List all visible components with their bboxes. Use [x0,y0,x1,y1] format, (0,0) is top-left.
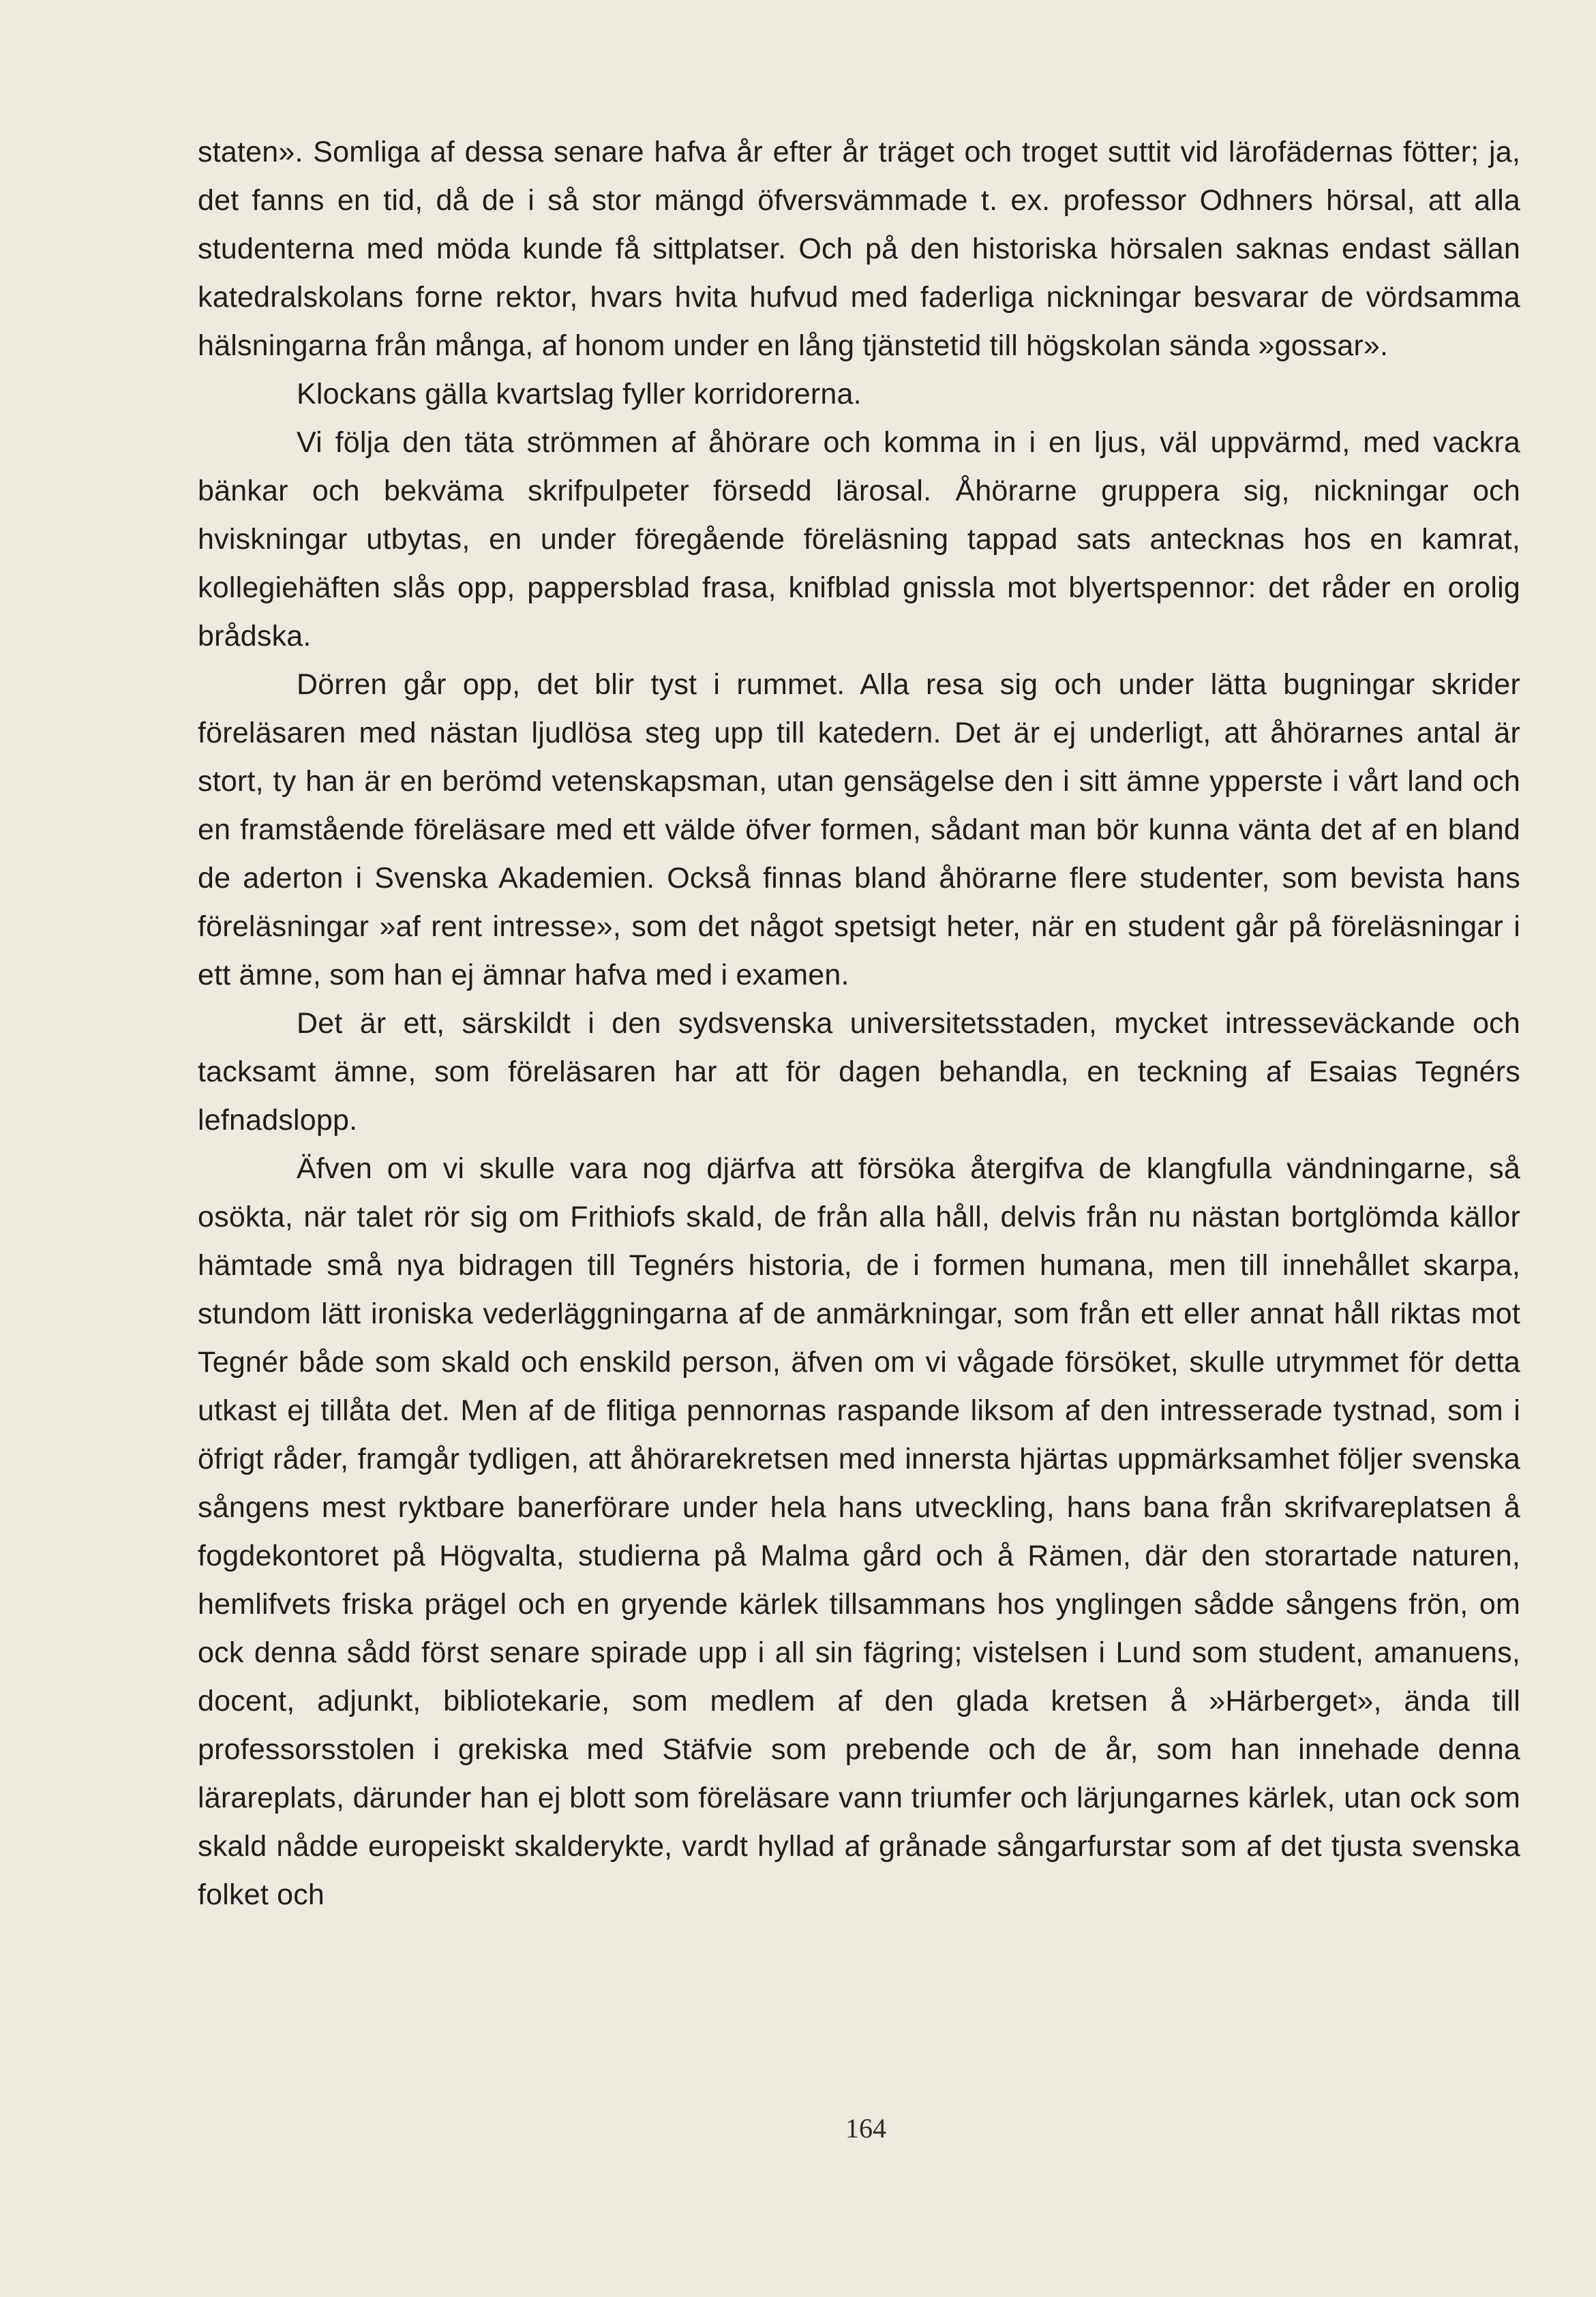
paragraph-continues: Äfven om vi skulle vara nog djärfva att försöka återgifva de klangfulla vändningarne, så osökta, när talet rör sig om Frithiofs skald, de från alla håll, delvis från nu nästan bortglömda källor hämtade små nya bidragen till Tegnérs historia, de i formen humana, men till innehållet skarpa, stundom lätt ironiska vederläggningarna af de anmärkningar, som från ett eller annat håll riktas mot Tegnér både som skald och enskild person, äfven om vi vågade försöket, skulle utrymmet för detta utkast ej tillåta det. Men af de flitiga pennornas raspande liksom af den intresserade tystnad, som i öfrigt råder, framgår tydligen, att åhörarekretsen med innersta hjärtas uppmärksamhet följer svenska sångens mest ryktbare banerförare under hela hans utveckling, hans bana från skrifvareplatsen å fogdekontoret på Högvalta, studierna på Malma gård och å Rämen, där den storartade naturen, hemlifvets friska prägel och en gryende kärlek tillsammans hos ynglingen sådde sångens frön, om ock denna sådd först senare spirade upp i all sin fägring; vistelsen i Lund som student, amanuens, docent, adjunkt, bibliotekarie, som medlem af den glada kretsen å »Härberget», ända till professorsstolen i grekiska med Stäfvie som prebende och de år, som han innehade denna lärareplats, därunder han ej blott som föreläsare vann triumfer och lärjungarnes kärlek, utan ock som skald nådde europeiskt skalderykte, vardt hyllad af grånade sångarfurstar som af det tjusta svenska folket och [198,1152,1520,1911]
page-number: 164 [845,2113,886,2144]
body-text [198,128,1520,1919]
paragraph: Det är ett, särskildt i den sydsvenska universitetsstaden, mycket intresseväckande och tacksamt ämne, som föreläsaren har att för dagen behandla, en teckning af Esaias Tegnérs lefnadslopp. [198,1007,1520,1137]
paragraph: Vi följa den täta strömmen af åhörare och komma in i en ljus, väl uppvärmd, med vackra bänkar och bekväma skrifpulpeter försedd lärosal. Åhörarne gruppera sig, nickningar och hviskningar utbytas, en under föregående föreläsning tappad sats antecknas hos en kamrat, kollegiehäften slås opp, pappersblad frasa, knifblad gnissla mot blyertspennor: det råder en orolig brådska. [198,426,1520,652]
paragraph: Klockans gälla kvartslag fyller korridorerna. [297,378,862,410]
paragraph: Dörren går opp, det blir tyst i rummet. Alla resa sig och under lätta bugningar skrider föreläsaren med nästan ljudlösa steg upp till katedern. Det är ej underligt, att åhörarnes antal är stort, ty han är en berömd vetenskapsman, utan gensägelse den i sitt ämne ypperste i vårt land och en framstående föreläsare med ett välde öfver formen, sådant man bör kunna vänta det af en bland de aderton i Svenska Akademien. Också finnas bland åhörarne flere studenter, som bevista hans föreläsningar »af rent intresse», som det något spetsigt heter, när en student går på föreläsningar i ett ämne, som han ej ämnar hafva med i examen. [198,668,1520,991]
paragraph-continued: staten». Somliga af dessa senare hafva år efter år träget och troget suttit vid lärofädernas fötter; ja, det fanns en tid, då de i så stor mängd öfversvämmade t. ex. professor Odhners hörsal, att alla studenterna med möda kunde få sittplatser. Och på den historiska hörsalen saknas endast sällan katedralskolans forne rektor, hvars hvita hufvud med faderliga nickningar besvarar de vördsamma hälsningarna från många, af honom under en lång tjänstetid till högskolan sända »gossar». [198,136,1520,362]
